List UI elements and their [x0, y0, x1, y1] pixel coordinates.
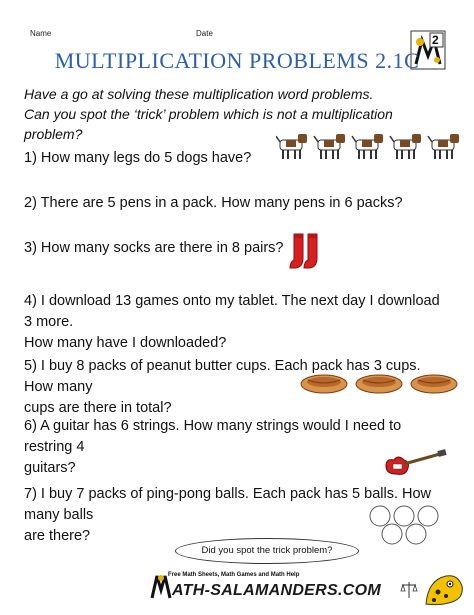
- question-6-line-2: guitars?: [24, 460, 76, 476]
- question-6: [24, 416, 444, 479]
- question-5-line-1: 5) I buy 8 packs of peanut butter cups. Each pack has 3 cups. How many: [24, 358, 421, 395]
- question-4: [24, 291, 444, 354]
- dogs-illustration: [276, 128, 471, 164]
- guitar-illustration: [384, 448, 448, 478]
- question-6-line-1: 6) A guitar has 6 strings. How many strings would I need to restring 4: [24, 418, 402, 455]
- question-5-line-2: cups are there in total?: [24, 400, 172, 416]
- socks-illustration: [288, 232, 328, 272]
- question-4-line-1: 4) I download 13 games onto my tablet. The next day I download 3 more.: [24, 293, 440, 330]
- question-1-text: 1) How many legs do 5 dogs have?: [24, 150, 252, 166]
- grade-badge: 2: [432, 33, 439, 47]
- question-2-text: 2) There are 5 pens in a pack. How many pens in 6 packs?: [24, 195, 403, 211]
- date-label: Date: [196, 29, 213, 38]
- question-7-line-1: 7) I buy 7 packs of ping-pong balls. Each pack has 5 balls. How many balls: [24, 486, 432, 523]
- scales-icon: [400, 580, 418, 600]
- page-title: MULTIPLICATION PROBLEMS 2.1C: [54, 48, 420, 73]
- peanut-butter-cups-illustration: [300, 372, 462, 398]
- trick-question-bubble: Did you spot the trick problem?: [175, 538, 359, 564]
- footer-tagline: Free Math Sheets, Math Games and Math Help: [168, 572, 300, 578]
- ping-pong-balls-illustration: [368, 504, 442, 546]
- question-7-line-2: are there?: [24, 528, 91, 544]
- instructions-line-1: Have a go at solving these multiplication word problems.: [24, 86, 374, 102]
- name-label: Name: [30, 29, 52, 38]
- salamander-mascot-icon: [418, 560, 468, 610]
- instructions-line-2: Can you spot the ‘trick’ problem which is not a multiplication problem?: [24, 106, 393, 142]
- question-3-text: 3) How many socks are there in 8 pairs?: [24, 240, 284, 256]
- question-2: [24, 193, 444, 214]
- question-4-line-2: How many have I downloaded?: [24, 335, 227, 351]
- footer-site-name: ATH-SALAMANDERS.COM: [172, 582, 381, 599]
